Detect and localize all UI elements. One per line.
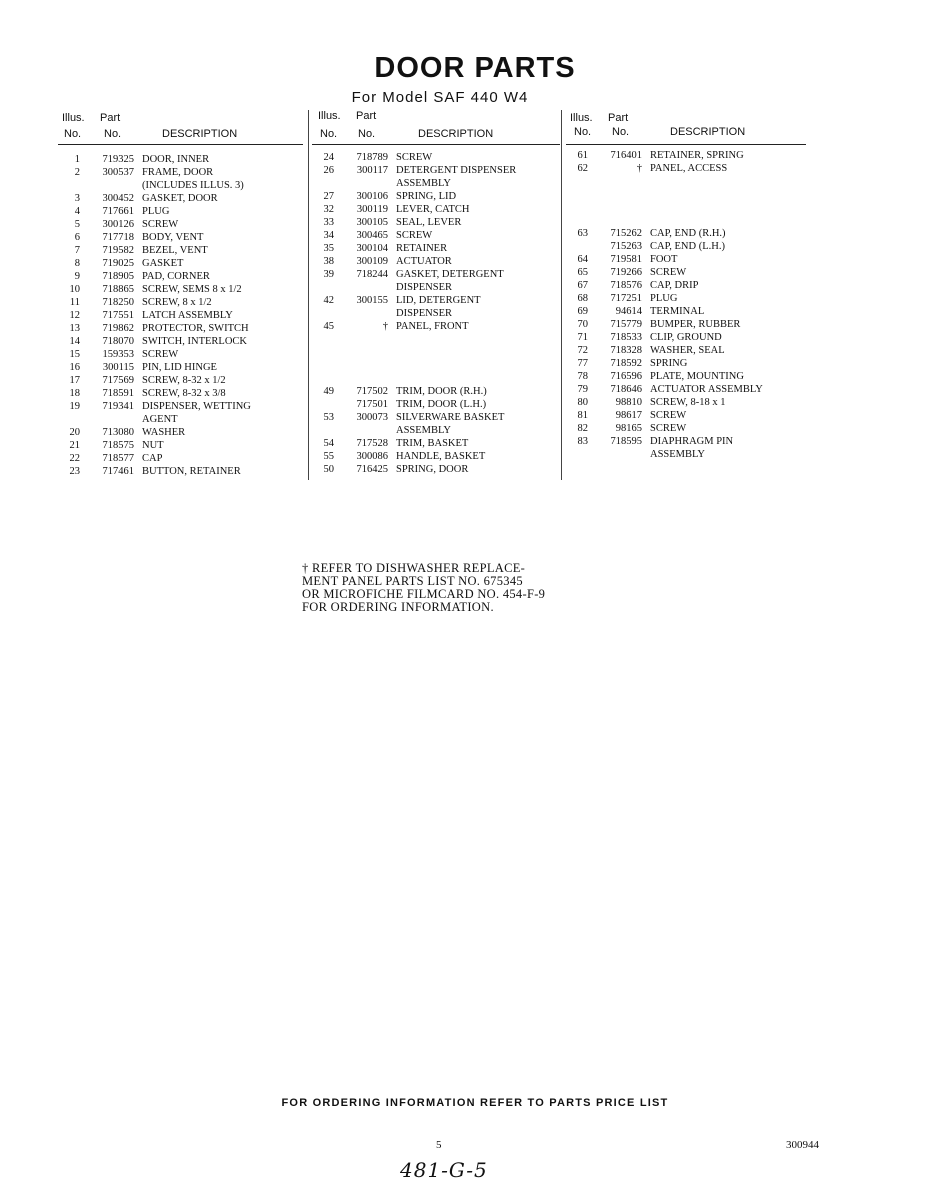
illus-no-label: No.: [574, 126, 592, 138]
part-description: SPRING, DOOR: [396, 464, 469, 475]
illus-number: 20: [69, 427, 80, 438]
part-no-label: No.: [612, 126, 630, 138]
illus-number: 32: [323, 204, 334, 215]
part-description: SCREW, 8-32 x 1/2: [142, 375, 226, 386]
part-description: SCREW, SEMS 8 x 1/2: [142, 284, 242, 295]
part-description: SPRING: [650, 358, 688, 369]
part-number: 98617: [615, 410, 642, 421]
part-row: [566, 318, 806, 331]
part-row: [58, 387, 303, 400]
illus-number: 53: [323, 412, 334, 423]
ordering-info-footer: FOR ORDERING INFORMATION REFER TO PARTS PRICE LIST: [281, 1097, 669, 1109]
part-number: 717569: [102, 375, 134, 386]
part-row: [312, 450, 560, 463]
part-description: ASSEMBLY: [650, 449, 705, 460]
part-number: 300465: [356, 230, 388, 241]
part-description: SEAL, LEVER: [396, 217, 462, 228]
part-description: CAP, END (L.H.): [650, 241, 725, 252]
part-label: Part: [608, 112, 629, 124]
part-row: [566, 357, 806, 370]
part-row: [566, 266, 806, 279]
part-row: [566, 253, 806, 266]
part-number: 719582: [102, 245, 134, 256]
part-number: 718244: [356, 269, 388, 280]
column-divider: [561, 110, 562, 480]
part-description: WASHER, SEAL: [650, 345, 725, 356]
part-number: 300537: [102, 167, 134, 178]
part-row: [58, 257, 303, 270]
illus-label: Illus.: [62, 112, 85, 124]
part-description: PLUG: [142, 206, 170, 217]
illus-number: 45: [323, 321, 334, 332]
part-row: [312, 411, 560, 424]
part-description: DISPENSER: [396, 282, 453, 293]
part-row: [312, 190, 560, 203]
part-number: 718591: [102, 388, 134, 399]
model-subtitle: For Model SAF 440 W4: [351, 89, 529, 106]
part-description: RETAINER, SPRING: [650, 150, 744, 161]
part-description: TERMINAL: [650, 306, 705, 317]
part-row: [312, 268, 560, 281]
illus-number: 11: [69, 297, 80, 308]
part-number: 94614: [615, 306, 642, 317]
part-number: 718575: [102, 440, 134, 451]
part-row: [58, 153, 303, 166]
part-description: FRAME, DOOR: [142, 167, 214, 178]
illus-number: 39: [323, 269, 334, 280]
part-description: FOOT: [650, 254, 678, 265]
illus-number: 55: [323, 451, 334, 462]
part-number: 716401: [610, 150, 642, 161]
illus-number: 65: [577, 267, 588, 278]
part-row: [58, 322, 303, 335]
part-number: 159353: [102, 349, 134, 360]
column-header: [566, 110, 806, 145]
part-row: [566, 331, 806, 344]
part-number: 717502: [356, 386, 388, 397]
illus-number: 68: [577, 293, 588, 304]
part-number: 718070: [102, 336, 134, 347]
part-number: 717551: [102, 310, 134, 321]
part-number: 718533: [610, 332, 642, 343]
part-description: TRIM, BASKET: [396, 438, 469, 449]
illus-number: 50: [323, 464, 334, 475]
illus-number: 77: [577, 358, 588, 369]
part-row: [566, 370, 806, 383]
illus-number: 78: [577, 371, 588, 382]
part-row: [58, 231, 303, 244]
parts-list: [58, 153, 303, 478]
part-row: [58, 270, 303, 283]
illus-number: 70: [577, 319, 588, 330]
part-number: 98165: [615, 423, 642, 434]
part-row: [312, 203, 560, 216]
part-number: 718646: [610, 384, 642, 395]
part-row: [312, 177, 560, 190]
part-description: ASSEMBLY: [396, 425, 451, 436]
part-row: [566, 344, 806, 357]
part-row: [58, 413, 303, 426]
part-row: [58, 348, 303, 361]
part-description: SWITCH, INTERLOCK: [142, 336, 247, 347]
part-number: 717661: [102, 206, 134, 217]
parts-list: [312, 151, 560, 333]
illus-number: 72: [577, 345, 588, 356]
part-description: LEVER, CATCH: [396, 204, 470, 215]
part-row: [58, 244, 303, 257]
part-description: SCREW, 8-32 x 3/8: [142, 388, 226, 399]
illus-number: 34: [323, 230, 334, 241]
part-label: Part: [356, 110, 377, 122]
illus-number: 3: [74, 193, 80, 204]
illus-number: 33: [323, 217, 334, 228]
illus-number: 16: [69, 362, 80, 373]
part-description: DIAPHRAGM PIN: [650, 436, 734, 447]
part-description: SCREW: [142, 219, 179, 230]
parts-list: [566, 149, 806, 175]
part-number: 717501: [356, 399, 388, 410]
illus-number: 80: [577, 397, 588, 408]
part-row: [566, 422, 806, 435]
part-description: SCREW: [396, 152, 433, 163]
part-row: [58, 335, 303, 348]
part-row: [566, 409, 806, 422]
part-row: [312, 320, 560, 333]
part-description: SCREW: [650, 267, 687, 278]
part-description: PANEL, FRONT: [396, 321, 469, 332]
part-number: 300086: [356, 451, 388, 462]
part-row: [312, 216, 560, 229]
illus-no-label: No.: [320, 128, 338, 140]
illus-number: 83: [577, 436, 588, 447]
part-description: (INCLUDES ILLUS. 3): [142, 180, 244, 191]
part-row: [58, 400, 303, 413]
part-number: 300117: [356, 165, 388, 176]
part-description: SCREW: [142, 349, 179, 360]
part-description: DOOR, INNER: [142, 154, 210, 165]
part-description: BEZEL, VENT: [142, 245, 208, 256]
illus-number: 7: [74, 245, 80, 256]
part-row: [566, 305, 806, 318]
illus-number: 61: [577, 150, 588, 161]
part-description: SCREW: [396, 230, 433, 241]
part-row: [312, 281, 560, 294]
part-number: 718865: [102, 284, 134, 295]
part-description: BODY, VENT: [142, 232, 204, 243]
part-number: 716596: [610, 371, 642, 382]
illus-number: 5: [74, 219, 80, 230]
part-row: [312, 398, 560, 411]
part-description: CLIP, GROUND: [650, 332, 722, 343]
part-description: RETAINER: [396, 243, 448, 254]
part-row: [58, 192, 303, 205]
note-line: OR MICROFICHE FILMCARD NO. 454-F-9: [302, 587, 546, 601]
part-description: TRIM, DOOR (L.H.): [396, 399, 487, 410]
part-description: PANEL, ACCESS: [650, 163, 728, 174]
part-row: [58, 205, 303, 218]
part-number: 300109: [356, 256, 388, 267]
part-number: 300115: [102, 362, 134, 373]
part-number: 719025: [102, 258, 134, 269]
part-row: [566, 279, 806, 292]
illus-number: 15: [69, 349, 80, 360]
illus-number: 22: [69, 453, 80, 464]
illus-number: 38: [323, 256, 334, 267]
illus-number: 26: [323, 165, 334, 176]
illus-number: 12: [69, 310, 80, 321]
illus-number: 8: [74, 258, 80, 269]
part-number: 718789: [356, 152, 388, 163]
part-row: [58, 465, 303, 478]
part-number: 715262: [610, 228, 642, 239]
part-number: 718250: [102, 297, 134, 308]
description-label: DESCRIPTION: [162, 128, 238, 140]
column-header: [312, 110, 560, 145]
part-description: WASHER: [142, 427, 186, 438]
part-description: DETERGENT DISPENSER: [396, 165, 517, 176]
illus-number: 17: [69, 375, 80, 386]
handwritten-reference: 481-G-5: [400, 1158, 488, 1182]
illus-number: 81: [577, 410, 588, 421]
part-description: SCREW, 8-18 x 1: [650, 397, 726, 408]
part-row: [566, 396, 806, 409]
part-row: [566, 292, 806, 305]
part-number: 715263: [610, 241, 642, 252]
part-row: [566, 448, 806, 461]
part-description: PROTECTOR, SWITCH: [142, 323, 249, 334]
page-title: DOOR PARTS: [374, 52, 576, 84]
illus-number: 13: [69, 323, 80, 334]
part-description: CAP, DRIP: [650, 280, 699, 291]
part-row: [566, 240, 806, 253]
parts-list: [566, 227, 806, 461]
part-row: [58, 283, 303, 296]
part-description: DISPENSER: [396, 308, 453, 319]
part-number: 718595: [610, 436, 642, 447]
part-description: SCREW: [650, 410, 687, 421]
part-row: [566, 162, 806, 175]
part-number: 719581: [610, 254, 642, 265]
part-description: GASKET: [142, 258, 184, 269]
part-description: BUTTON, RETAINER: [142, 466, 241, 477]
part-no-label: No.: [104, 128, 122, 140]
part-row: [58, 374, 303, 387]
illus-number: 1: [74, 154, 80, 165]
illus-number: 67: [577, 280, 588, 291]
part-row: [312, 294, 560, 307]
part-no-label: No.: [358, 128, 376, 140]
part-description: SCREW: [650, 423, 687, 434]
note-line: MENT PANEL PARTS LIST NO. 675345: [302, 574, 523, 588]
part-number: 715779: [610, 319, 642, 330]
part-description: ACTUATOR ASSEMBLY: [650, 384, 763, 395]
part-description: PIN, LID HINGE: [142, 362, 217, 373]
illus-number: 21: [69, 440, 80, 451]
part-number: 300155: [356, 295, 388, 306]
illus-number: 64: [577, 254, 588, 265]
part-description: HANDLE, BASKET: [396, 451, 486, 462]
illus-number: 2: [74, 167, 80, 178]
illus-number: 10: [69, 284, 80, 295]
part-row: [312, 151, 560, 164]
part-row: [58, 452, 303, 465]
part-description: TRIM, DOOR (R.H.): [396, 386, 487, 397]
part-number: 718905: [102, 271, 134, 282]
part-number: 719266: [610, 267, 642, 278]
part-row: [58, 439, 303, 452]
illus-number: 79: [577, 384, 588, 395]
part-number: 300105: [356, 217, 388, 228]
part-row: [58, 179, 303, 192]
part-row: [312, 229, 560, 242]
part-number: 300119: [356, 204, 388, 215]
part-number: 300452: [102, 193, 134, 204]
part-row: [312, 242, 560, 255]
parts-list: [312, 385, 560, 476]
part-description: NUT: [142, 440, 164, 451]
part-row: [312, 437, 560, 450]
illus-number: 14: [69, 336, 80, 347]
part-row: [58, 296, 303, 309]
illus-number: 82: [577, 423, 588, 434]
part-description: PLUG: [650, 293, 678, 304]
part-row: [312, 307, 560, 320]
part-description: PAD, CORNER: [142, 271, 210, 282]
part-label: Part: [100, 112, 121, 124]
note-line: † REFER TO DISHWASHER REPLACE-: [302, 561, 526, 575]
illus-number: 19: [69, 401, 80, 412]
illus-number: 62: [577, 163, 588, 174]
note-line: FOR ORDERING INFORMATION.: [302, 600, 494, 614]
part-number: 300104: [356, 243, 388, 254]
part-description: ASSEMBLY: [396, 178, 451, 189]
illus-number: 54: [323, 438, 334, 449]
part-row: [58, 166, 303, 179]
part-description: CAP: [142, 453, 163, 464]
parts-column-3: [566, 110, 806, 461]
part-row: [58, 218, 303, 231]
document-code: 300944: [786, 1139, 819, 1151]
part-number: 718576: [610, 280, 642, 291]
part-description: DISPENSER, WETTING: [142, 401, 251, 412]
illus-number: 6: [74, 232, 80, 243]
part-row: [566, 383, 806, 396]
illus-label: Illus.: [318, 110, 341, 122]
parts-column-1: [58, 110, 303, 478]
part-row: [312, 424, 560, 437]
illus-number: 71: [577, 332, 588, 343]
illus-number: 23: [69, 466, 80, 477]
part-description: SILVERWARE BASKET: [396, 412, 505, 423]
part-number: 716425: [356, 464, 388, 475]
illus-number: 27: [323, 191, 334, 202]
part-number: 300126: [102, 219, 134, 230]
illus-number: 69: [577, 306, 588, 317]
part-row: [566, 227, 806, 240]
illus-number: 42: [323, 295, 334, 306]
illus-no-label: No.: [64, 128, 82, 140]
part-number: 719341: [102, 401, 134, 412]
part-row: [566, 435, 806, 448]
illus-number: 35: [323, 243, 334, 254]
part-number: 98810: [615, 397, 642, 408]
illus-label: Illus.: [570, 112, 593, 124]
part-description: LATCH ASSEMBLY: [142, 310, 233, 321]
part-description: AGENT: [142, 414, 178, 425]
part-description: GASKET, DOOR: [142, 193, 218, 204]
part-description: GASKET, DETERGENT: [396, 269, 504, 280]
part-number: 300106: [356, 191, 388, 202]
part-description: CAP, END (R.H.): [650, 228, 726, 239]
column-header: [58, 110, 303, 145]
parts-column-2: [312, 110, 560, 476]
illus-number: 4: [74, 206, 80, 217]
part-description: SCREW, 8 x 1/2: [142, 297, 212, 308]
part-number: 719862: [102, 323, 134, 334]
description-label: DESCRIPTION: [418, 128, 494, 140]
part-description: ACTUATOR: [396, 256, 452, 267]
illus-number: 63: [577, 228, 588, 239]
part-number: 717251: [610, 293, 642, 304]
part-number: †: [382, 321, 388, 332]
part-description: LID, DETERGENT: [396, 295, 481, 306]
part-row: [312, 385, 560, 398]
part-row: [312, 463, 560, 476]
part-row: [566, 149, 806, 162]
part-number: 717461: [102, 466, 134, 477]
column-divider: [308, 110, 309, 480]
part-number: 719325: [102, 154, 134, 165]
part-row: [58, 309, 303, 322]
part-number: 717718: [102, 232, 134, 243]
part-row: [58, 361, 303, 374]
page-number: 5: [436, 1139, 442, 1151]
part-number: 718592: [610, 358, 642, 369]
illus-number: 18: [69, 388, 80, 399]
part-number: 300073: [356, 412, 388, 423]
illus-number: 9: [74, 271, 80, 282]
part-row: [312, 255, 560, 268]
part-number: 717528: [356, 438, 388, 449]
part-number: 718577: [102, 453, 134, 464]
part-description: PLATE, MOUNTING: [650, 371, 744, 382]
part-number: 718328: [610, 345, 642, 356]
description-label: DESCRIPTION: [670, 126, 746, 138]
part-number: 713080: [102, 427, 134, 438]
part-description: SPRING, LID: [396, 191, 457, 202]
part-row: [58, 426, 303, 439]
part-number: †: [636, 163, 642, 174]
part-row: [312, 164, 560, 177]
replacement-panel-note: [302, 562, 545, 614]
illus-number: 24: [323, 152, 334, 163]
part-description: BUMPER, RUBBER: [650, 319, 741, 330]
illus-number: 49: [323, 386, 334, 397]
